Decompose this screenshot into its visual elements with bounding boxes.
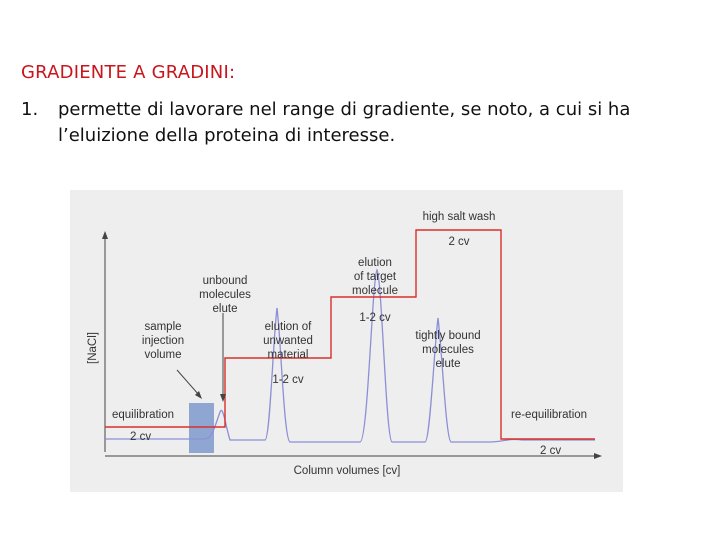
elution-target-label-2: of target bbox=[353, 271, 397, 283]
injection-volume-box bbox=[189, 403, 214, 453]
y-axis-label: [NaCl] bbox=[87, 332, 99, 364]
equilibration-label: equilibration bbox=[112, 409, 175, 421]
x-axis-arrow bbox=[594, 453, 602, 459]
unbound-label-3: elute bbox=[212, 303, 238, 315]
x-axis-label: Column volumes [cv] bbox=[293, 465, 401, 477]
sample-label-1: sample bbox=[144, 321, 182, 333]
slide-heading: GRADIENTE A GRADINI: bbox=[21, 62, 236, 83]
sample-arrow bbox=[177, 370, 199, 395]
reequilibration-label: re-equilibration bbox=[511, 409, 588, 421]
tight-label-2: molecules bbox=[422, 344, 474, 356]
equilibration-cv-label: 2 cv bbox=[130, 431, 152, 443]
step-gradient-diagram bbox=[70, 190, 623, 492]
reequilibration-cv-label: 2 cv bbox=[540, 445, 562, 457]
high-salt-cv-label: 2 cv bbox=[448, 236, 470, 248]
unwanted-label-1: elution of bbox=[264, 321, 312, 333]
unwanted-cv-label: 1-2 cv bbox=[272, 374, 304, 386]
elution-target-label-1: elution bbox=[358, 257, 392, 269]
tight-label-3: elute bbox=[435, 358, 461, 370]
list-item-text: permette di lavorare nel range di gradiente, se noto, a cui si ha l’eluizione della proteina di interesse. bbox=[58, 99, 631, 146]
sample-label-2: injection bbox=[141, 335, 185, 347]
elution-target-cv-label: 1-2 cv bbox=[359, 312, 391, 324]
unwanted-label-2: unwanted bbox=[263, 335, 313, 347]
sample-label-3: volume bbox=[144, 349, 182, 361]
high-salt-wash-label: high salt wash bbox=[422, 211, 496, 223]
unwanted-label-3: material bbox=[267, 349, 309, 361]
step-gradient-figure bbox=[70, 190, 623, 492]
unbound-label-2: molecules bbox=[199, 289, 251, 301]
list-item-number: 1. bbox=[21, 99, 39, 120]
tight-label-1: tightly bound bbox=[415, 330, 481, 342]
elution-target-label-3: molecule bbox=[351, 285, 399, 297]
y-axis-arrow bbox=[102, 231, 108, 239]
unbound-label-1: unbound bbox=[202, 275, 248, 287]
